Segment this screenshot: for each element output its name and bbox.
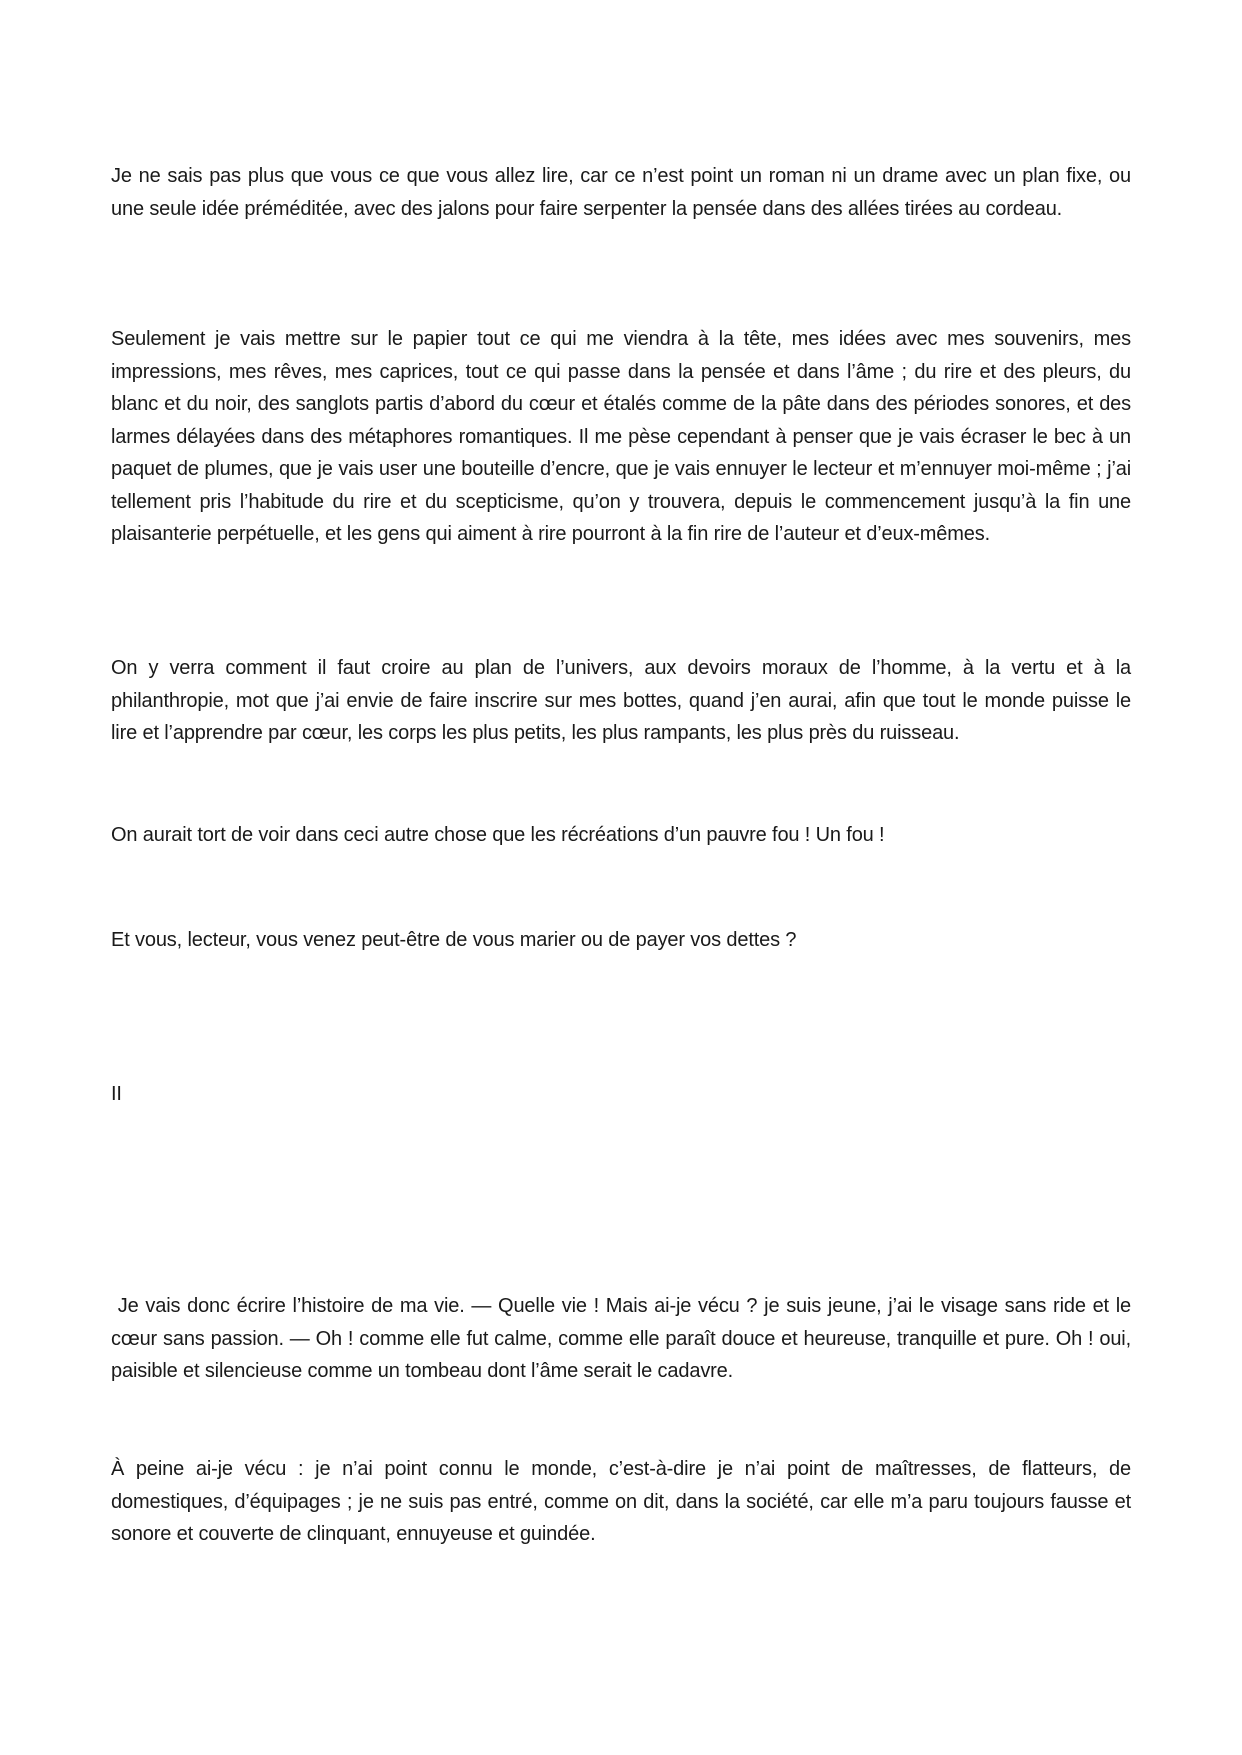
paragraph: Je ne sais pas plus que vous ce que vous allez lire, car ce n’est point un roman ni un drame avec un plan fixe, ou une seule idée préméditée, avec des jalons pour faire serpenter la pensée dans des allées tirées au cordeau. [111,165,1131,220]
section-heading: II [111,1083,122,1105]
paragraph: On aurait tort de voir dans ceci autre chose que les récréations d’un pauvre fou ! Un fou ! [111,824,885,846]
paragraph: Et vous, lecteur, vous venez peut-être de vous marier ou de payer vos dettes ? [111,929,797,951]
paragraph: Je vais donc écrire l’histoire de ma vie. — Quelle vie ! Mais ai-je vécu ? je suis jeune, j’ai le visage sans ride et le cœur sans passion. — Oh ! comme elle fut calme, comme elle paraît douce et heureuse, tranquille et pure. Oh ! oui, paisible et silencieuse comme un tombeau dont l’âme serait le cadavre. [111,1295,1137,1382]
paragraph: Seulement je vais mettre sur le papier tout ce qui me viendra à la tête, mes idées avec mes souvenirs, mes impressions, mes rêves, mes caprices, tout ce qui passe dans la pensée et dans l’âme ; du rire et des pleurs, du blanc et du noir, des sanglots partis d’abord du cœur et étalés comme de la pâte dans des périodes sonores, et des larmes délayées dans des métaphores romantiques. Il me pèse cependant à penser que je vais écraser le bec à un paquet de plumes, que je vais user une bouteille d’encre, que je vais ennuyer le lecteur et m’ennuyer moi-même ; j’ai tellement pris l’habitude du rire et du scepticisme, qu’on y trouvera, depuis le commencement jusqu’à la fin une plaisanterie perpétuelle, et les gens qui aiment à rire pourront à la fin rire de l’auteur et d’eux-mêmes. [111,328,1131,545]
paragraph: À peine ai-je vécu : je n’ai point connu le monde, c’est-à-dire je n’ai point de maîtresses, de flatteurs, de domestiques, d’équipages ; je ne suis pas entré, comme on dit, dans la société, car elle m’a paru toujours fausse et sonore et couverte de clinquant, ennuyeuse et guindée. [111,1458,1131,1545]
paragraph: On y verra comment il faut croire au plan de l’univers, aux devoirs moraux de l’homme, à la vertu et à la philanthropie, mot que j’ai envie de faire inscrire sur mes bottes, quand j’en aurai, afin que tout le monde puisse le lire et l’apprendre par cœur, les corps les plus petits, les plus rampants, les plus près du ruisseau. [111,657,1131,744]
